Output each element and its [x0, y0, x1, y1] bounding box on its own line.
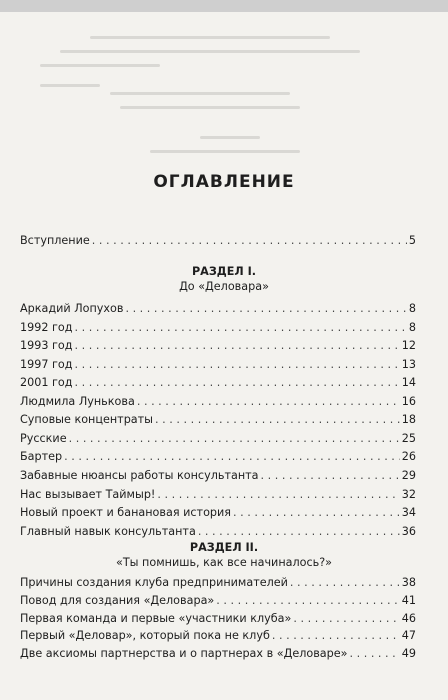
toc-entry — [20, 469, 416, 483]
toc-entry-label: Забавные нюансы работы консультанта — [20, 468, 259, 482]
dot-leader — [125, 302, 406, 316]
dot-leader — [216, 594, 399, 608]
dot-leader — [137, 395, 400, 409]
dot-leader — [75, 358, 400, 372]
dot-leader — [349, 647, 399, 661]
toc-entry-page: 29 — [401, 468, 416, 482]
toc-entry-intro — [20, 234, 416, 248]
section-subtitle: «Ты помнишь, как все начиналось?» — [115, 556, 333, 569]
toc-entry — [20, 302, 416, 316]
toc-entry-page: 32 — [401, 487, 416, 501]
dot-leader — [293, 612, 399, 626]
toc-entry-label: Первая команда и первые «участники клуба» — [20, 611, 292, 625]
dot-leader — [75, 321, 407, 335]
dot-leader — [75, 339, 400, 353]
toc-entry-label: Первый «Деловар», который пока не клуб — [20, 629, 270, 643]
toc-entry — [20, 647, 416, 661]
toc-entry — [20, 376, 416, 390]
toc-entry — [20, 488, 416, 502]
dot-leader — [290, 576, 400, 590]
dot-leader — [261, 469, 400, 483]
page-title: ОГЛАВЛЕНИЕ — [153, 172, 295, 192]
toc-entry-label: Две аксиомы партнерства и о партнерах в «Деловаре» — [20, 647, 348, 660]
toc-entry-label: 1992 год — [20, 320, 73, 334]
toc-entry — [20, 321, 416, 335]
toc-entry — [20, 339, 416, 353]
toc-entry-page: 13 — [401, 357, 416, 371]
toc-entry-label: Причины создания клуба предпринимателей — [20, 576, 288, 589]
toc-entry-page: 36 — [401, 524, 416, 538]
dot-leader — [64, 450, 400, 464]
toc-entry-label: Повод для создания «Деловара» — [20, 593, 215, 607]
toc-entry-page: 34 — [401, 506, 416, 520]
toc-entry-page: 18 — [401, 413, 416, 427]
toc-entry-label: 1993 год — [20, 339, 73, 353]
toc-entry-label: Суповые концентраты — [20, 413, 154, 427]
toc-entry — [20, 612, 416, 626]
dot-leader — [233, 506, 400, 520]
toc-entry-page: 25 — [401, 431, 416, 445]
toc-entry — [20, 358, 416, 372]
toc-entry-label: Нас вызывает Таймыр! — [20, 487, 156, 501]
toc-entry-page: 16 — [401, 394, 416, 408]
toc-entry-label: 1997 год — [20, 357, 73, 371]
section-heading — [0, 264, 448, 294]
toc-entry — [20, 594, 416, 608]
dot-leader — [272, 629, 400, 643]
toc-entry-label: Русские — [20, 431, 67, 445]
toc-entry-page: 47 — [401, 629, 416, 643]
toc-entry — [20, 395, 416, 409]
toc-entry-page: 38 — [401, 576, 416, 589]
dot-leader — [75, 376, 400, 390]
toc-entry-page: 12 — [401, 339, 416, 353]
toc-entry-page: 14 — [401, 376, 416, 390]
section-heading — [0, 540, 448, 570]
toc-entry-page: 49 — [401, 647, 416, 660]
toc-entry — [20, 450, 416, 464]
toc-entry — [20, 413, 416, 427]
toc-entry-label: Бартер — [20, 450, 63, 464]
dot-leader — [198, 525, 400, 539]
toc-entry-page: 26 — [401, 450, 416, 464]
toc-entry-page: 5 — [408, 234, 416, 247]
toc-entry — [20, 525, 416, 539]
toc-entry-label: 2001 год — [20, 376, 73, 390]
toc-entry — [20, 576, 416, 590]
toc-entry-label: Главный навык консультанта — [20, 524, 196, 538]
toc-entry-label: Аркадий Лопухов — [20, 302, 124, 315]
toc-entry-label: Вступление — [20, 234, 90, 247]
dot-leader — [155, 413, 400, 427]
toc-entry-label: Новый проект и банановая история — [20, 506, 232, 520]
section-title: РАЗДЕЛ II. — [189, 541, 259, 554]
toc-entry-page: 46 — [401, 611, 416, 625]
toc-entry — [20, 629, 416, 643]
toc-entry-label: Людмила Лунькова — [20, 394, 135, 408]
toc-entry-page: 8 — [408, 302, 416, 315]
toc-entry — [20, 506, 416, 520]
toc-entry-page: 8 — [408, 320, 416, 334]
dot-leader — [69, 432, 400, 446]
section-title: РАЗДЕЛ I. — [191, 265, 256, 278]
toc-entry — [20, 432, 416, 446]
toc-entry-page: 41 — [401, 593, 416, 607]
dot-leader — [92, 234, 407, 248]
dot-leader — [157, 488, 399, 502]
section-subtitle: До «Деловара» — [179, 280, 269, 293]
